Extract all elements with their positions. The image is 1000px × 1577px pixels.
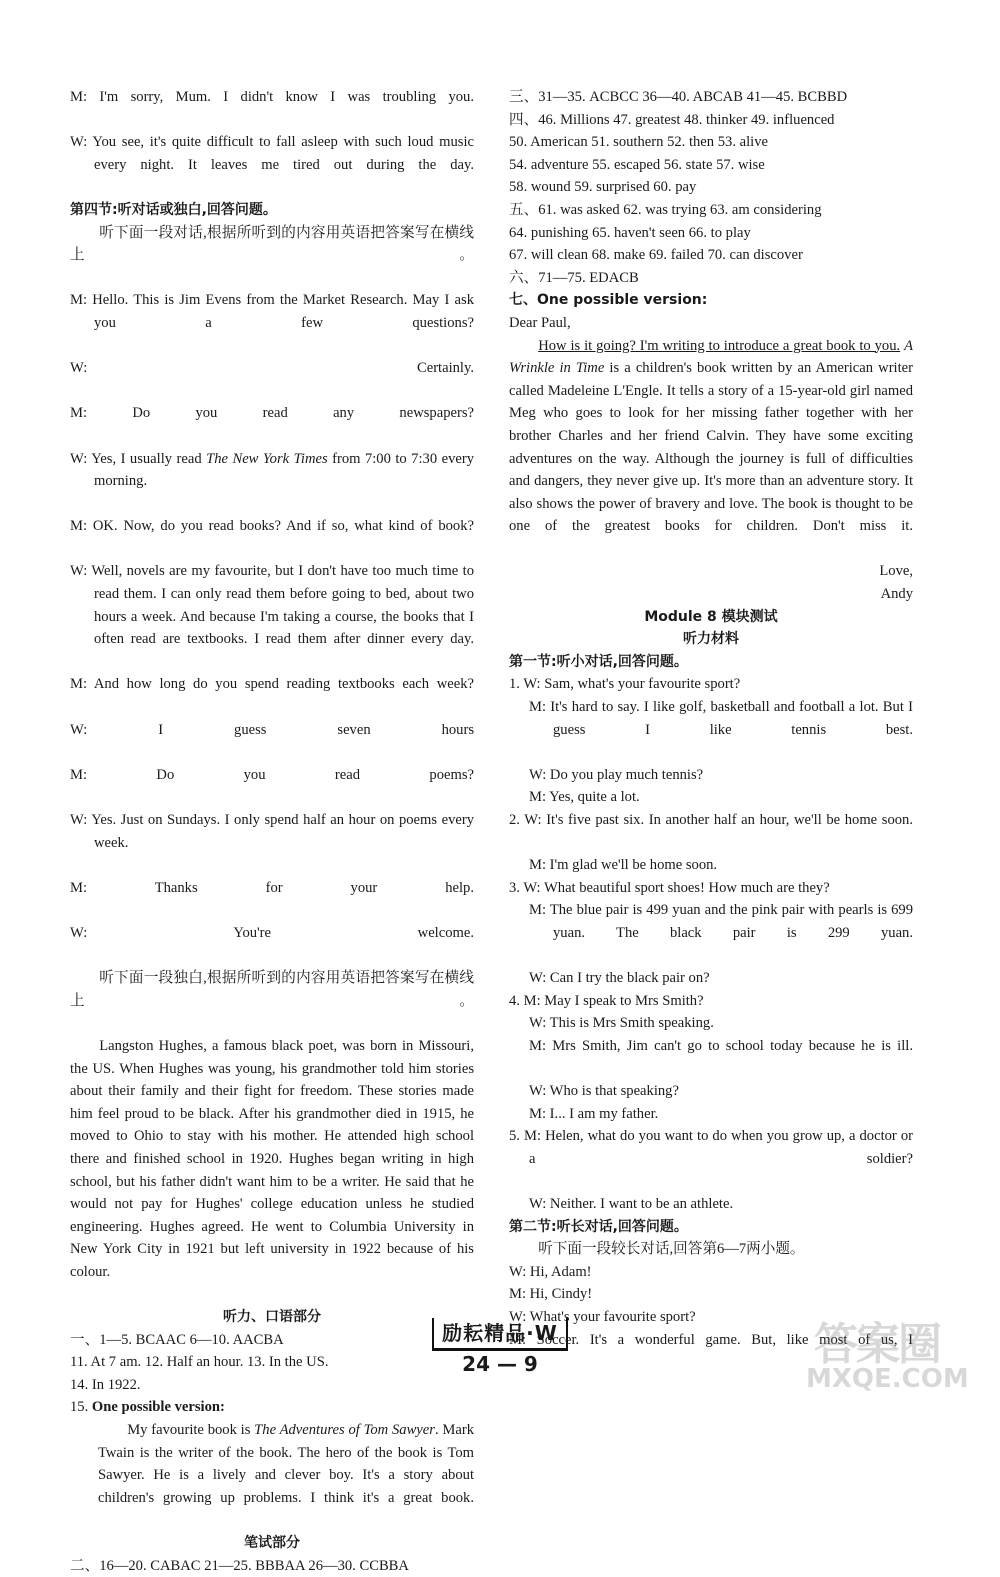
- left-line: M: Hello. This is Jim Evens from the Market Research. May I ask you a few questions?: [70, 292, 474, 331]
- left-line: W: Well, novels are my favourite, but I don't have too much time to read them. I can only read them before going to bed, about two hours a week. And because I'm taking a course, the books that I often read are textbooks. I read them after dinner every day.: [70, 563, 474, 648]
- right-line: W: Who is that speaking?: [529, 1083, 679, 1100]
- right-line: M: I... I am my father.: [529, 1105, 659, 1122]
- right-line: Dear Paul,: [509, 314, 571, 331]
- right-line: M: The blue pair is 499 yuan and the pink pair with pearls is 699 yuan. The black pair is 299 yuan.: [529, 902, 913, 941]
- watermark-text-bottom: MXQE.COM: [806, 1364, 969, 1394]
- right-line: M: It's hard to say. I like golf, basketball and football a lot. But I guess I like tennis best.: [529, 699, 913, 738]
- left-line: W: Certainly.: [70, 360, 474, 377]
- left-line: 听下面一段对话,根据所听到的内容用英语把答案写在横线上。: [70, 224, 474, 264]
- left-line: 一、1—5. BCAAC 6—10. AACBA: [70, 1331, 284, 1348]
- right-line: 4. M: May I speak to Mrs Smith?: [509, 992, 704, 1009]
- right-column: [509, 86, 913, 1374]
- left-line: M: OK. Now, do you read books? And if so, what kind of book?: [70, 518, 474, 535]
- right-line: 67. will clean 68. make 69. failed 70. can discover: [509, 247, 803, 264]
- right-line: W: This is Mrs Smith speaking.: [529, 1015, 714, 1032]
- left-line: W: Yes. Just on Sundays. I only spend half an hour on poems every week.: [70, 812, 474, 851]
- right-line: M: Hi, Cindy!: [509, 1286, 593, 1303]
- watermark-text-top: 答案圈: [814, 1319, 940, 1370]
- left-line: W: You see, it's quite difficult to fall asleep with such loud music every night. It leaves me tired out during the day.: [70, 134, 474, 173]
- right-line: 1. W: Sam, what's your favourite sport?: [509, 676, 741, 693]
- right-line: 第一节:听小对话,回答问题。: [509, 653, 688, 670]
- right-line: M: I'm glad we'll be home soon.: [529, 857, 718, 874]
- right-line: W: What's your favourite sport?: [509, 1309, 696, 1326]
- left-line: M: Thanks for your help.: [70, 879, 474, 896]
- right-line: W: Can I try the black pair on?: [529, 970, 710, 987]
- right-line: 5. M: Helen, what do you want to do when you grow up, a doctor or a soldier?: [509, 1128, 913, 1167]
- right-line: W: Do you play much tennis?: [529, 766, 704, 783]
- right-line: 七、One possible version:: [509, 292, 708, 309]
- right-line: Module 8 模块测试: [644, 608, 778, 625]
- left-line: 二、16—20. CABAC 21—25. BBBAA 26—30. CCBBA: [70, 1557, 409, 1574]
- right-line: 听力材料: [683, 631, 739, 648]
- right-line: 三、31—35. ACBCC 36—40. ABCAB 41—45. BCBBD: [509, 89, 848, 105]
- left-line: 11. At 7 am. 12. Half an hour. 13. In the US.: [70, 1354, 329, 1371]
- left-line: W: You're welcome.: [70, 924, 474, 941]
- right-line: 58. wound 59. surprised 60. pay: [509, 179, 697, 196]
- right-line: 六、71—75. EDACB: [509, 269, 639, 286]
- left-line: W: Yes, I usually read The New York Times from 7:00 to 7:30 every morning.: [70, 450, 474, 490]
- left-line: M: Do you read poems?: [70, 766, 474, 783]
- right-line: 四、46. Millions 47. greatest 48. thinker 49. influenced: [509, 111, 835, 128]
- left-line: 15. One possible version:: [70, 1399, 225, 1416]
- right-line: 54. adventure 55. escaped 56. state 57. wise: [509, 156, 765, 173]
- right-line: 64. punishing 65. haven't seen 66. to play: [509, 224, 751, 241]
- left-line: 听下面一段独白,根据所听到的内容用英语把答案写在横线上。: [70, 970, 474, 1009]
- page-number: 24 — 9: [462, 1352, 538, 1376]
- left-line: Langston Hughes, a famous black poet, was born in Missouri, the US. When Hughes was young, his grandmother told him stories about their family and their fight for freedom. These stories made him feel proud to be black. After his grandmother died in 1915, he moved to Ohio to stay with his mother. He attended high school there and finished school in 1920. Hughes began writing in high school, but his father didn't want him to be a writer. He said that he would not pay for Hughes' college education unless he studied engineering. Hughes agreed. He went to Columbia University in New York City in 1921 but left university in 1922 because of his colour.: [70, 1037, 474, 1280]
- left-line: 听力、口语部分: [223, 1309, 321, 1326]
- left-line: 笔试部分: [244, 1535, 300, 1551]
- brand-logo: 励耘精品·W: [432, 1318, 568, 1351]
- left-line: M: Do you read any newspapers?: [70, 405, 474, 422]
- right-line: M: Soccer. It's a wonderful game. But, like most of us, I: [509, 1331, 913, 1348]
- right-line: M: Yes, quite a lot.: [529, 789, 640, 806]
- right-line: 2. W: It's five past six. In another half an hour, we'll be home soon.: [509, 812, 913, 828]
- right-line: 听下面一段较长对话,回答第6—7两小题。: [538, 1241, 805, 1258]
- left-line: My favourite book is The Adventures of Tom Sawyer. Mark Twain is the writer of the book. The hero of the book is Tom Sawyer. He is a lively and clever boy. It's a story about children's growing up problems. I think it's a great book.: [98, 1422, 474, 1506]
- left-line: M: And how long do you spend reading textbooks each week?: [70, 676, 474, 693]
- right-line: 五、61. was asked 62. was trying 63. am considering: [509, 201, 822, 218]
- left-line: 第四节:听对话或独白,回答问题。: [70, 201, 277, 218]
- right-line: How is it going? I'm writing to introduce a great book to you. A Wrinkle in Time is a children's book written by an American writer called Madeleine L'Engle. It tells a story of a 15-year-old girl named Meg who goes to look for her missing father together with her brother Charles and her friend Calvin. They have some exciting adventures on the way. Although the journey is full of difficulties and dangers, they never give up. It's more than an adventure story. It also shows the power of bravery and love. The book is thought to be one of the greatest books for children. Don't miss it.: [509, 337, 914, 535]
- left-line: W: I guess seven hours: [70, 721, 474, 738]
- right-line: Love,: [879, 563, 913, 580]
- left-line: 14. In 1922.: [70, 1376, 141, 1393]
- right-line: Andy: [880, 586, 913, 603]
- left-line: M: I'm sorry, Mum. I didn't know I was troubling you.: [70, 89, 474, 105]
- right-line: W: Neither. I want to be an athlete.: [529, 1196, 734, 1213]
- right-line: 第二节:听长对话,回答问题。: [509, 1218, 688, 1235]
- right-line: 3. W: What beautiful sport shoes! How much are they?: [509, 879, 830, 896]
- right-line: 50. American 51. southern 52. then 53. alive: [509, 134, 768, 151]
- right-line: W: Hi, Adam!: [509, 1263, 592, 1280]
- right-line: M: Mrs Smith, Jim can't go to school today because he is ill.: [529, 1037, 913, 1054]
- watermark-logo: [802, 1308, 982, 1398]
